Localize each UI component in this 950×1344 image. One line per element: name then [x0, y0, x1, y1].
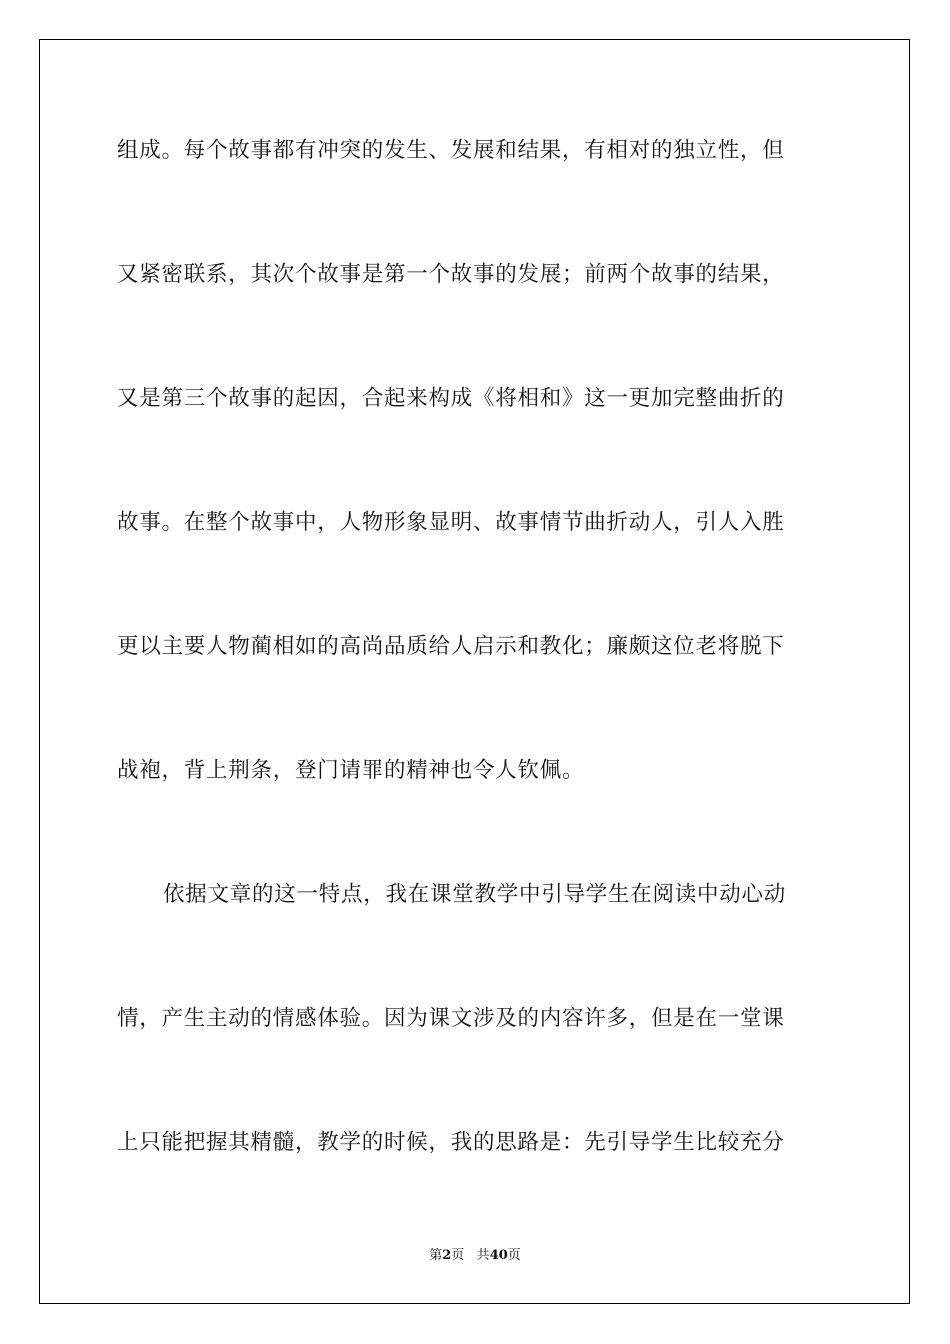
body-line-6: 战袍，背上荆条，登门请罪的精神也令人钦佩。 [117, 758, 585, 783]
total-suffix: 页 [507, 1248, 521, 1263]
total-prefix: 共 [476, 1248, 490, 1263]
page-number: 2 [442, 1248, 452, 1263]
total-pages: 40 [489, 1248, 508, 1263]
body-line-3: 又是第三个故事的起因，合起来构成《将相和》这一更加完整曲折的 [117, 386, 785, 411]
body-line-8: 情，产生主动的情感体验。因为课文涉及的内容许多，但是在一堂课 [117, 1006, 785, 1031]
page-footer [0, 1247, 950, 1265]
page-suffix: 页 [451, 1248, 465, 1263]
body-line-1: 组成。每个故事都有冲突的发生、发展和结果，有相对的独立性，但 [117, 138, 785, 163]
body-line-4: 故事。在整个故事中，人物形象显明、故事情节曲折动人，引人入胜 [117, 510, 785, 535]
body-line-7-paragraph-start: 依据文章的这一特点，我在课堂教学中引导学生在阅读中动心动 [163, 882, 787, 907]
body-line-9: 上只能把握其精髓，教学的时候，我的思路是：先引导学生比较充分 [117, 1130, 785, 1155]
body-line-5: 更以主要人物蔺相如的高尚品质给人启示和教化；廉颇这位老将脱下 [117, 634, 785, 659]
body-line-2: 又紧密联系，其次个故事是第一个故事的发展；前两个故事的结果， [117, 262, 785, 287]
page-prefix: 第 [429, 1248, 443, 1263]
page-border [39, 39, 910, 1304]
